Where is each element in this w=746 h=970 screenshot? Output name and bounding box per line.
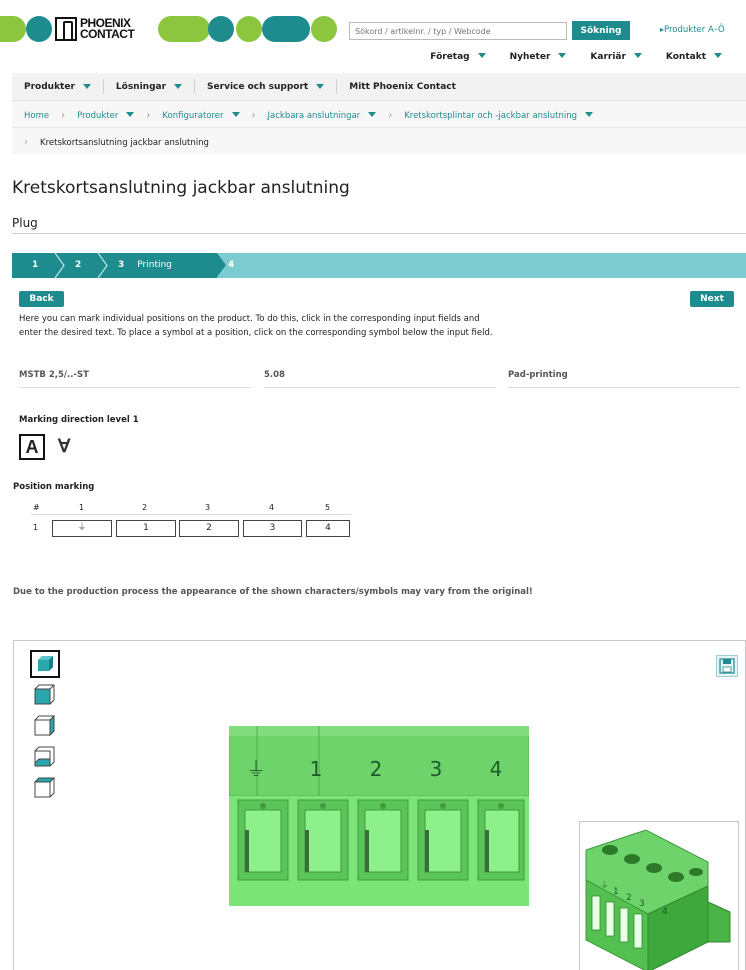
- position-column-header: 1: [79, 503, 85, 512]
- spec-type: MSTB 2,5/..-ST: [19, 370, 251, 388]
- topnav-item-contact[interactable]: Kontakt: [654, 52, 734, 62]
- svg-text:⏚: ⏚: [246, 757, 266, 781]
- position-column-header: 3: [205, 503, 211, 512]
- front-view-icon[interactable]: [30, 681, 60, 709]
- marking-direction-rotated-option[interactable]: ∀: [58, 436, 71, 456]
- svg-text:3: 3: [639, 899, 645, 909]
- chevron-down-icon: [558, 53, 566, 58]
- back-button[interactable]: Back: [19, 291, 64, 307]
- position-column-header: 5: [325, 503, 331, 512]
- position-column-header: 2: [142, 503, 148, 512]
- search-button[interactable]: Sökning: [572, 21, 630, 40]
- brand-shape: [158, 16, 210, 42]
- spec-method: Pad-printing: [508, 370, 740, 388]
- marking-direction-label: Marking direction level 1: [19, 415, 139, 425]
- divider: [31, 514, 351, 515]
- site-header: [0, 0, 746, 46]
- next-button[interactable]: Next: [690, 291, 734, 307]
- chevron-down-icon: [232, 112, 240, 117]
- svg-text:2: 2: [626, 893, 632, 903]
- position-marking-label: Position marking: [13, 482, 95, 492]
- divider: [12, 233, 746, 234]
- step-3[interactable]: 3 Printing: [118, 260, 172, 270]
- mainnav-item-service[interactable]: Service och support: [195, 79, 337, 94]
- brand-shape: [0, 16, 26, 42]
- iso-view-icon[interactable]: [30, 774, 60, 802]
- mainnav-item-my-phoenix[interactable]: Mitt Phoenix Contact: [349, 81, 456, 92]
- position-header-row: #: [33, 503, 40, 512]
- step-progress: [12, 253, 746, 278]
- step-progress-tip: [217, 253, 226, 277]
- position-input-2[interactable]: 1: [116, 520, 176, 537]
- brand-shape: [26, 16, 52, 42]
- chevron-down-icon: [585, 112, 593, 117]
- chevron-right-icon: ›: [388, 110, 393, 121]
- step-4[interactable]: 4: [228, 260, 235, 270]
- svg-text:⏚: ⏚: [600, 881, 610, 891]
- breadcrumb-home[interactable]: Home: [24, 110, 50, 121]
- chevron-right-icon: ›: [146, 110, 151, 121]
- position-column-header: 4: [269, 503, 275, 512]
- svg-text:4: 4: [489, 757, 503, 781]
- chevron-right-icon: ›: [61, 110, 66, 121]
- breadcrumb-configurators[interactable]: Konfiguratorer: [162, 111, 239, 121]
- step-2[interactable]: 2: [75, 260, 82, 270]
- plug-front-render: [229, 726, 529, 906]
- position-input-3[interactable]: 2: [179, 520, 239, 537]
- product-specs: [19, 370, 740, 388]
- chevron-down-icon: [83, 84, 91, 89]
- breadcrumb-products[interactable]: Produkter: [77, 111, 134, 121]
- breadcrumb: [12, 100, 746, 154]
- svg-text:3: 3: [429, 757, 443, 781]
- chevron-right-icon: ›: [251, 110, 256, 121]
- solid-view-icon[interactable]: [30, 650, 60, 678]
- chevron-down-icon: [174, 84, 182, 89]
- svg-text:4: 4: [662, 907, 668, 917]
- phoenix-contact-logo[interactable]: PHOENIX CONTACT: [55, 16, 155, 42]
- page-title: Kretskortsanslutning jackbar anslutning: [12, 178, 350, 198]
- chevron-down-icon: [368, 112, 376, 117]
- position-input-1[interactable]: ⏚: [52, 520, 112, 537]
- position-input-4[interactable]: 3: [243, 520, 302, 537]
- step-progress-active: [12, 253, 217, 278]
- side-view-icon[interactable]: [30, 712, 60, 740]
- brand-shape: [208, 16, 234, 42]
- main-navigation: [12, 73, 746, 100]
- chevron-down-icon: [316, 84, 324, 89]
- topnav-item-news[interactable]: Nyheter: [498, 52, 579, 62]
- top-navigation: [418, 52, 734, 62]
- product-3d-viewer[interactable]: [13, 640, 746, 970]
- chevron-down-icon: [714, 53, 722, 58]
- mainnav-item-solutions[interactable]: Lösningar: [104, 79, 195, 94]
- brand-shape: [236, 16, 262, 42]
- step-1[interactable]: 1: [32, 260, 39, 270]
- chevron-down-icon: [634, 53, 642, 58]
- chevron-down-icon: [126, 112, 134, 117]
- production-disclaimer: Due to the production process the appearance of the shown characters/symbols may vary from the original!: [13, 587, 533, 597]
- search-input[interactable]: [349, 22, 567, 40]
- marking-direction-normal-option[interactable]: A: [19, 434, 45, 460]
- chevron-down-icon: [478, 53, 486, 58]
- svg-text:1: 1: [309, 757, 323, 781]
- svg-text:2: 2: [369, 757, 383, 781]
- instructions-text: Here you can mark individual positions on the product. To do this, click in the corresponding input fields and enter the desired text. To place a symbol at a position, click on the corresponding symbol below the input field.: [19, 314, 493, 338]
- chevron-right-icon: ›: [24, 137, 28, 148]
- breadcrumb-current: Kretskortsanslutning jackbar anslutning: [40, 137, 209, 148]
- plug-3d-image: [580, 822, 738, 970]
- position-row-index: 1: [33, 523, 39, 532]
- page-subtitle: Plug: [12, 216, 38, 230]
- breadcrumb-terminal-blocks[interactable]: Kretskortsplintar och -jackbar anslutning: [404, 111, 593, 121]
- top-view-icon[interactable]: [30, 743, 60, 771]
- brand-shape: [311, 16, 337, 42]
- logo-icon: [55, 17, 77, 41]
- step-separator-icon: [97, 253, 109, 278]
- mainnav-item-products[interactable]: Produkter: [12, 79, 104, 94]
- topnav-item-company[interactable]: Företag: [418, 52, 497, 62]
- svg-text:1: 1: [613, 887, 619, 897]
- products-a-z-link[interactable]: ▸ Produkter A–Ö: [660, 25, 725, 35]
- topnav-item-careers[interactable]: Karriär: [578, 52, 654, 62]
- breadcrumb-pluggable[interactable]: Jackbara anslutningar: [268, 111, 377, 121]
- brand-shape: [262, 16, 310, 42]
- position-input-5[interactable]: 4: [306, 520, 350, 537]
- plug-3d-thumbnail[interactable]: [579, 821, 739, 970]
- spec-pitch: 5.08: [264, 370, 496, 388]
- save-image-icon[interactable]: [716, 655, 738, 677]
- step-separator-icon: [54, 253, 66, 278]
